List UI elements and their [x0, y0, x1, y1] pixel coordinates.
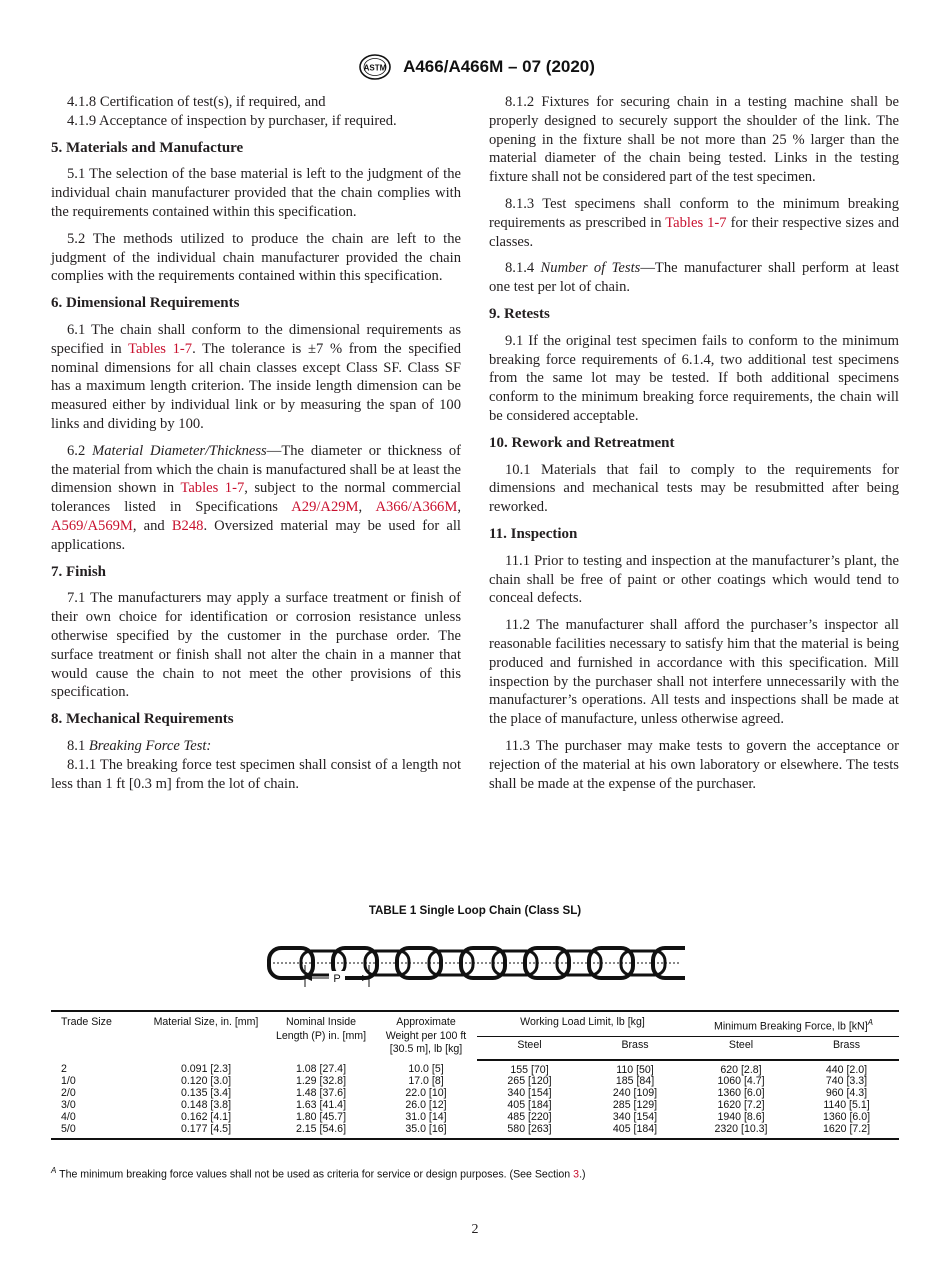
spec-a29-link[interactable]: A29/A29M — [291, 499, 359, 516]
tables-reference-link[interactable]: Tables 1-7 — [665, 214, 727, 231]
page-number: 2 — [471, 1222, 479, 1237]
right-column — [489, 93, 899, 801]
left-column — [51, 93, 461, 801]
clause-10-1: 10.1 Materials that fail to comply to the requirements for dimensions and mechanical tests may be resubmitted after being reworked. — [489, 461, 899, 516]
clause-8-1-4: 8.1.4 Number of Tests—The manufacturer shall perform at least one test per lot of chain. — [489, 260, 899, 296]
section-heading-9: 9. Retests — [489, 305, 550, 322]
clause-11-3: 11.3 The purchaser may make tests to govern the acceptance or rejection of the material at his own laboratory or elsewhere. The tests shall be made at the expense of the purchaser. — [489, 737, 899, 792]
clause-6-1: 6.1 The chain shall conform to the dimensional requirements as specified in Tables 1-7. The tolerance is ±7 % from the specified nominal dimensions for all chain classes except Class SF. Class SF has a maximum length criterion. The inside length dimension can be measured either by individual link or by measuring the span of 100 links and dividing by 100. — [51, 321, 461, 432]
clause-8-1-1: 8.1.1 The breaking force test specimen shall consist of a length not less than 1 ft [0.3 m] from the lot of chain. — [51, 756, 461, 792]
tables-reference-link[interactable]: Tables 1-7 — [180, 480, 245, 497]
clause-9-1: 9.1 If the original test specimen fails to conform to the minimum breaking force requirements of 6.1.4, two additional test specimens from the same lot may be tested. If both additional specimens conform to the minimum breaking force requirements, the chain will be considered acceptable. — [489, 332, 899, 424]
document-designation: A466/A466M – 07 (2020) — [403, 57, 595, 76]
section-heading-5: 5. Materials and Manufacture — [51, 139, 244, 156]
col-header-weight: Approximate Weight per 100 ft [30.5 m], lb [kg] — [375, 1011, 477, 1060]
col-group-min-breaking-force: Minimum Breaking Force, lb [kN]$^A$ — [688, 1011, 899, 1037]
col-header-wll-steel: Steel — [477, 1037, 582, 1060]
clause-7-1: 7.1 The manufacturers may apply a surface treatment or finish of their own choice for identification or corrosion resistance unless otherwise specified by the customer in the purchase order. The surface treatment or finish shall not alter the chain in a manner that would cause the chain to not meet the other provisions of this specification. — [51, 590, 461, 701]
clause-5-1: 5.1 The selection of the base material is left to the judgment of the individual chain manufacturer provided that the chain complies with the requirements contained within this specification. — [51, 166, 461, 220]
table-caption: TABLE 1 Single Loop Chain (Class SL) — [368, 904, 582, 917]
chain-diagram-icon — [265, 927, 685, 989]
section-heading-11: 11. Inspection — [489, 525, 578, 542]
clause-11-1: 11.1 Prior to testing and inspection at the manufacturer’s plant, the chain shall be free of paint or other coatings which would tend to conceal defects. — [489, 552, 899, 607]
section-heading-8: 8. Mechanical Requirements — [51, 711, 234, 728]
table-row: 2 0.091 [2.3] 1.08 [27.4] 10.0 [5] 155 [70] 110 [50] 620 [2.8] 440 [2.0] — [61, 1063, 868, 1076]
table-row: 2/0 0.135 [3.4] 1.48 [37.6] 22.0 [10] 340 [154] 240 [109] 1360 [6.0] 960 [4.3] — [61, 1087, 868, 1100]
table-footnote: $^A$ The minimum breaking force values shall not be used as criteria for service or design purposes. (See Section 3.) — [51, 1166, 586, 1181]
astm-logo-icon — [355, 52, 395, 82]
section-heading-6: 6. Dimensional Requirements — [51, 295, 240, 312]
clause-6-2: 6.2 Material Diameter/Thickness—The diameter or thickness of the material from which the chain is manufactured shall be at least the dimension shown in Tables 1-7, subject to the normal commercial tolerances listed in Specifications A29/A29M, A366/A366M, A569/A569M, and B248. Oversized material may be used for all applications. — [51, 442, 462, 553]
clause-8-1-3: 8.1.3 Test specimens shall conform to the minimum breaking requirements as prescribed in Tables 1-7 for their respective sizes and classes. — [489, 195, 899, 250]
table-row: 5/0 0.177 [4.5] 2.15 [54.6] 35.0 [16] 580 [263] 405 [184] 2320 [10.3] 1620 [7.2] — [51, 1124, 899, 1140]
tables-reference-link[interactable]: Tables 1-7 — [128, 340, 193, 357]
table-row: 3/0 0.148 [3.8] 1.63 [41.4] 26.0 [12] 405 [184] 285 [129] 1620 [7.2] 1140 [5.1] — [61, 1098, 870, 1111]
page-header — [0, 52, 950, 86]
col-group-working-load-limit: Working Load Limit, lb [kg] — [477, 1011, 688, 1037]
section-heading-10: 10. Rework and Retreatment — [489, 434, 675, 451]
spec-b248-link[interactable]: B248 — [171, 517, 204, 534]
col-header-material-size: Material Size, in. [mm] — [145, 1011, 267, 1060]
clause-8-1: 8.1 Breaking Force Test: — [67, 737, 212, 754]
clause-4-1-8: 4.1.8 Certification of test(s), if required, and — [67, 94, 326, 110]
clause-8-1-2: 8.1.2 Fixtures for securing chain in a testing machine shall be properly designed to securely support the shoulder of the link. The opening in the fixture shall be not more than 25 % larger than the material diameter of the chain being tested. Links in the testing fixture shall not be considered part of the test specimen. — [489, 94, 899, 186]
col-header-inside-length: Nominal Inside Length (P) in. [mm] — [267, 1011, 375, 1060]
pitch-label: P — [333, 973, 341, 985]
spec-a569-link[interactable]: A569/A569M — [51, 517, 133, 534]
clause-5-2: 5.2 The methods utilized to produce the chain are left to the judgment of the individual chain manufacturer provided the chain complies with the requirements contained within this specification. — [51, 230, 461, 285]
table-row: 1/0 0.120 [3.0] 1.29 [32.8] 17.0 [8] 265 [120] 185 [84] 1060 [4.7] 740 [3.3] — [61, 1075, 868, 1088]
clause-4-1-9: 4.1.9 Acceptance of inspection by purchaser, if required. — [67, 112, 397, 129]
section-heading-7: 7. Finish — [51, 563, 107, 580]
col-header-wll-brass: Brass — [582, 1037, 688, 1060]
spec-a366-link[interactable]: A366/A366M — [375, 499, 458, 516]
logo-text: ASTM — [363, 63, 387, 73]
col-header-mbf-steel: Steel — [688, 1037, 794, 1060]
col-header-mbf-brass: Brass — [794, 1037, 899, 1060]
table-1 — [51, 1010, 899, 1140]
section-3-link[interactable]: 3 — [573, 1168, 580, 1181]
table-row: 4/0 0.162 [4.1] 1.80 [45.7] 31.0 [14] 485 [220] 340 [154] 1940 [8.6] 1360 [6.0] — [61, 1110, 871, 1123]
col-header-trade-size: Trade Size — [51, 1011, 145, 1060]
clause-11-2: 11.2 The manufacturer shall afford the purchaser’s inspector all reasonable facilities necessary to satisfy him that the material is being produced and furnished in accordance with this specification. Mill inspection by the purchaser shall not interfere unnecessarily with the manufacturer’s operations. All tests and inspections shall be made at the place of manufacture, unless otherwise agreed. — [489, 617, 899, 728]
